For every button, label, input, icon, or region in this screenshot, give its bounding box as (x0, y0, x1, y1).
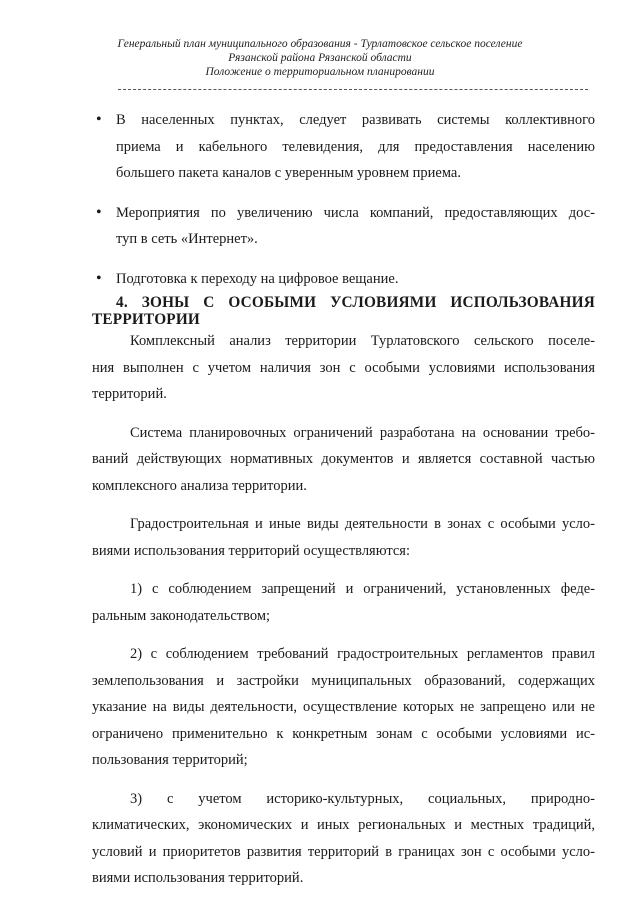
list-item (92, 200, 595, 253)
list-item-line: большего пакета каналов с уверенным уровнем приема. (116, 165, 461, 181)
list-item-line: приема и кабельного телевидения, для предоставления населению (116, 138, 595, 155)
paragraph-line: пользования территорий; (92, 752, 248, 768)
paragraph-line: землепользования и застройки муниципальных образований, содержащих (92, 672, 595, 689)
list-item (92, 266, 595, 293)
paragraph (92, 576, 595, 629)
paragraph (92, 420, 595, 500)
paragraph (92, 511, 595, 564)
bullet-list (92, 107, 595, 292)
list-item-line: Подготовка к переходу на цифровое вещание. (116, 270, 399, 287)
paragraph-line: территорий. (92, 386, 167, 402)
paragraph-line: Градостроительная и иные виды деятельности в зонах с особыми усло- (130, 516, 595, 532)
paragraph (92, 328, 595, 408)
paragraph-line: ральным законодательством; (92, 607, 271, 624)
paragraph-line: ния выполнен с учетом наличия зон с особыми условиями использования (92, 359, 595, 376)
paragraph-line: ограничено применительно к конкретным зонам с особыми условиями ис- (92, 725, 595, 742)
list-item (92, 107, 595, 187)
paragraph-line: ваний действующих нормативных документов и является составной частью (92, 451, 595, 467)
bullet-icon: • (96, 269, 102, 287)
paragraph-line: Комплексный анализ территории Турлатовского сельского поселе- (130, 333, 595, 349)
section-heading-line: ТЕРРИТОРИИ (92, 311, 201, 328)
list-item-line: Мероприятия по увеличению числа компаний, предоставляющих дос- (116, 204, 595, 221)
header-line-1: Генеральный план муниципального образования - Турлатовское сельское поселение (117, 38, 523, 50)
paragraph-line: 1) с соблюдением запрещений и ограничений, установленных феде- (130, 581, 595, 597)
document-body (92, 107, 595, 892)
paragraph-line: 2) с соблюдением требований градостроительных регламентов правил (130, 646, 595, 662)
bullet-icon: • (96, 203, 102, 221)
paragraph (92, 641, 595, 774)
bullet-icon: • (96, 111, 102, 128)
paragraph-line: виями использования территорий. (92, 870, 304, 886)
list-item-line: В населенных пунктах, следует развивать системы коллективного (116, 112, 595, 128)
header-line-2: Рязанской района Рязанской области (228, 52, 412, 64)
section-heading (92, 294, 595, 328)
paragraph-line: 3) с учетом историко-культурных, социальных, природно- (130, 790, 595, 807)
paragraph (92, 786, 595, 892)
paragraph-line: комплексного анализа территории. (92, 477, 307, 494)
paragraph-line: климатических, экономических и иных региональных и местных традиций, (92, 817, 595, 833)
section-heading-line: 4. ЗОНЫ С ОСОБЫМИ УСЛОВИЯМИ ИСПОЛЬЗОВАНИЯ (116, 294, 595, 311)
paragraph-line: Система планировочных ограничений разработана на основании требо- (130, 424, 595, 441)
page-header (0, 37, 640, 79)
list-item-line: туп в сеть «Интернет». (116, 231, 258, 247)
paragraph-line: указание на виды деятельности, осуществление которых не запрещено или не (92, 699, 595, 715)
header-line-3: Положение о территориальном планировании (205, 66, 435, 78)
header-divider (118, 89, 588, 90)
paragraph-line: виями использования территорий осуществляются: (92, 542, 411, 559)
paragraph-line: условий и приоритетов развития территорий в границах зон с особыми усло- (92, 843, 595, 860)
